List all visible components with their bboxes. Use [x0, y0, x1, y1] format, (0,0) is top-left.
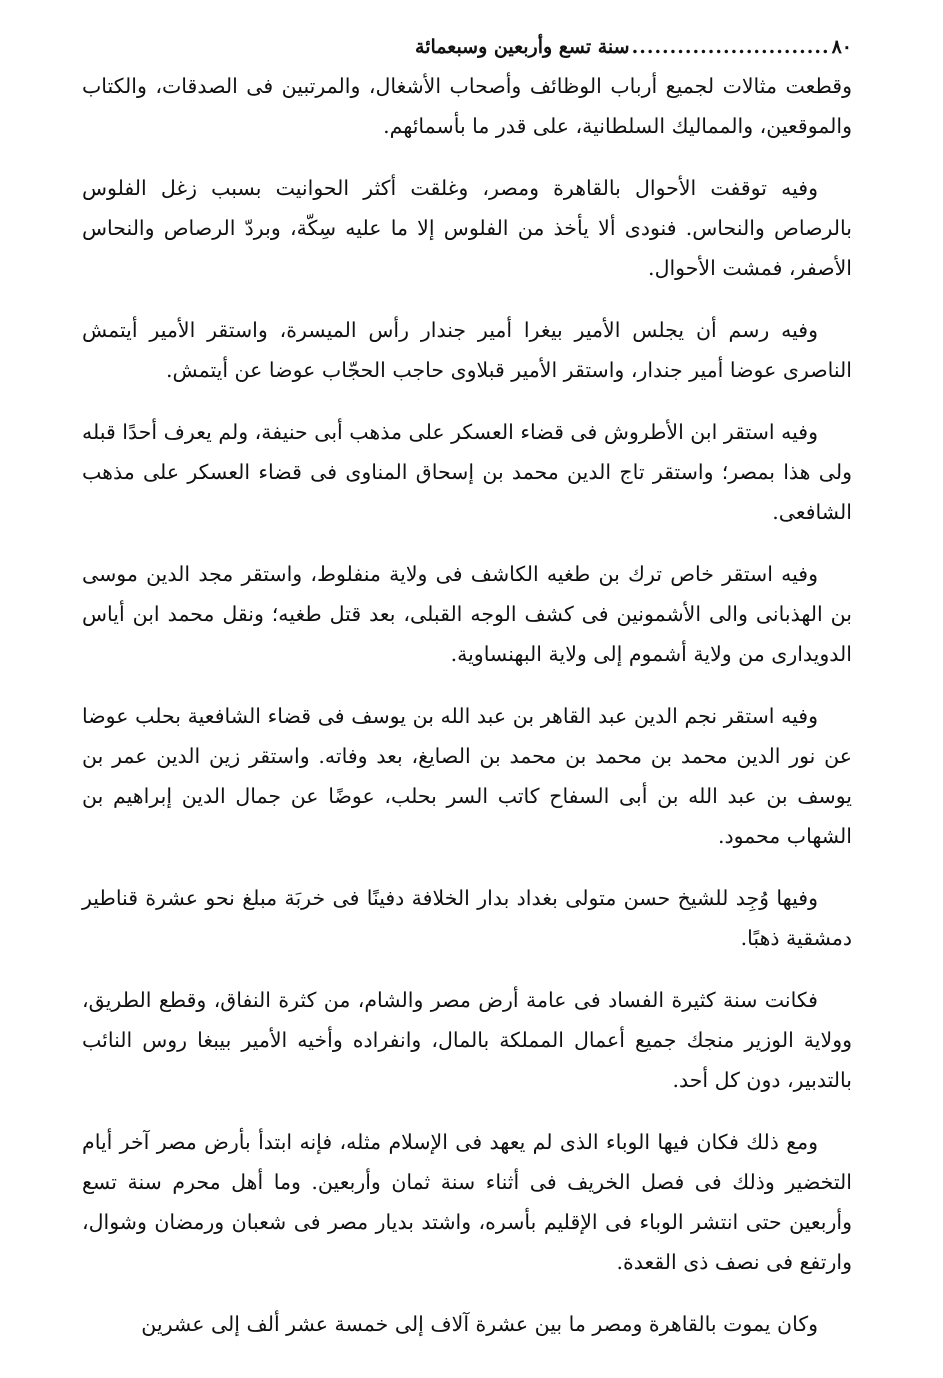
paragraph: وفيها وُجِد للشيخ حسن متولى بغداد بدار الخلافة دفينًا فى خربَة مبلغ نحو عشرة قناطير دمشقية ذهبًا. — [82, 886, 852, 950]
paragraph: وقطعت مثالات لجميع أرباب الوظائف وأصحاب الأشغال، والمرتبين فى الصدقات، والكتاب والموقعين، والمماليك السلطانية، على قدر ما بأسمائهم. — [82, 74, 852, 138]
header-dot-leader: .......................... — [631, 36, 830, 58]
paragraph: وفيه استقر خاص ترك بن طغيه الكاشف فى ولاية منفلوط، واستقر مجد الدين موسى بن الهذبانى والى الأشمونين فى كشف الوجه القبلى، بعد قتل طغيه؛ ونقل محمد ابن أياس الدويدارى من ولاية أشموم إلى ولاية البهنساوية. — [82, 562, 852, 666]
running-title: سنة تسع وأربعين وسبعمائة — [415, 36, 630, 58]
page-header — [82, 30, 852, 64]
paragraph: وفيه استقر نجم الدين عبد القاهر بن عبد الله بن يوسف فى قضاء الشافعية بحلب عوضا عن نور الدين محمد بن محمد بن محمد بن الصايغ، بعد وفاته. واستقر زين الدين عمر بن يوسف بن عبد الله بن أبى السفاح كاتب السر بحلب، عوضًا عن جمال الدين إبراهيم بن الشهاب محمود. — [82, 704, 852, 848]
paragraph: فكانت سنة كثيرة الفساد فى عامة أرض مصر والشام، من كثرة النفاق، وقطع الطريق، وولاية الوزير منجك جميع أعمال المملكة بالمال، وانفراده وأخيه الأمير بيبغا روس النائب بالتدبير، دون كل أحد. — [82, 988, 852, 1092]
paragraph: وفيه توقفت الأحوال بالقاهرة ومصر، وغلقت أكثر الحوانيت بسبب زغل الفلوس بالرصاص والنحاس. فنودى ألا يأخذ من الفلوس إلا ما عليه سِكّة، وبردّ الرصاص والنحاس الأصفر، فمشت الأحوال. — [82, 176, 852, 280]
paragraph: ومع ذلك فكان فيها الوباء الذى لم يعهد فى الإسلام مثله، فإنه ابتدأ بأرض مصر آخر أيام التخضير وذلك فى فصل الخريف فى أثناء سنة ثمان وأربعين. وما أهل محرم سنة تسع وأربعين حتى انتشر الوباء فى الإقليم بأسره، واشتد بديار مصر فى شعبان ورمضان وشوال، وارتفع فى نصف ذى القعدة. — [82, 1130, 852, 1274]
document-page — [82, 30, 852, 1344]
paragraph: وفيه رسم أن يجلس الأمير بيغرا أمير جندار رأس الميسرة، واستقر الأمير أيتمش الناصرى عوضا أمير جندار، واستقر الأمير قبلاوى حاجب الحجّاب عوضا عن أيتمش. — [82, 318, 852, 382]
page-number: ٨٠ — [831, 36, 852, 58]
paragraph: وفيه استقر ابن الأطروش فى قضاء العسكر على مذهب أبى حنيفة، ولم يعرف أحدًا قبله ولى هذا بمصر؛ واستقر تاج الدين محمد بن إسحاق المناوى فى قضاء العسكر على مذهب الشافعى. — [82, 420, 852, 524]
paragraph: وكان يموت بالقاهرة ومصر ما بين عشرة آلاف إلى خمسة عشر ألف إلى عشرين — [141, 1312, 818, 1336]
